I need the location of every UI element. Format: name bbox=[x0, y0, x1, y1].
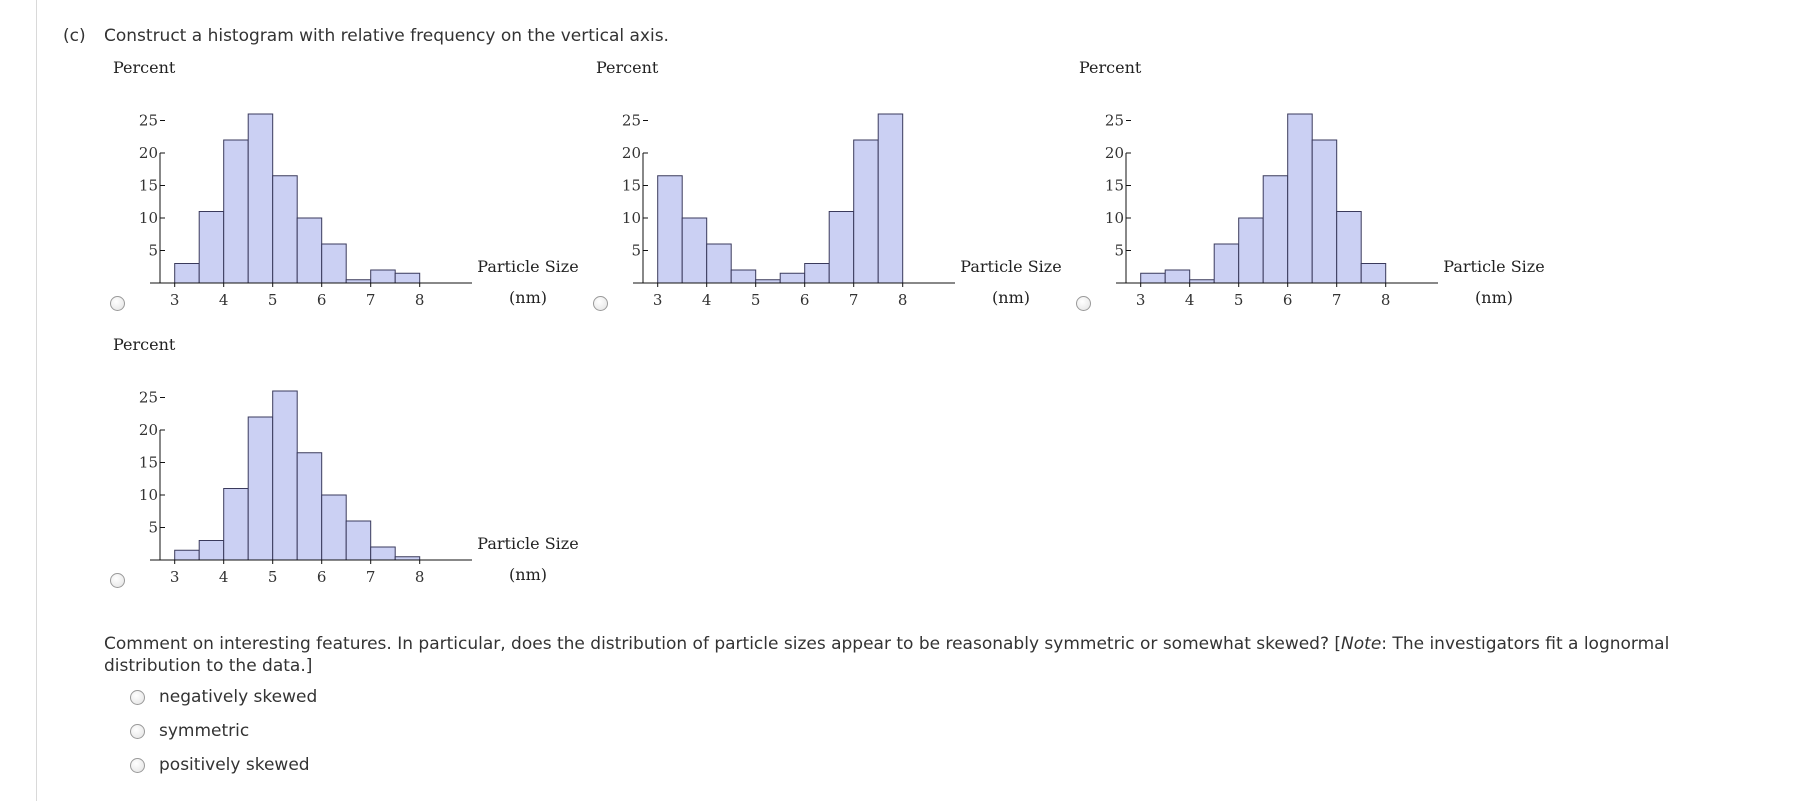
skew-options bbox=[130, 683, 317, 785]
histogram-1-ytick-label: 15 bbox=[138, 176, 158, 195]
histogram-option-2 bbox=[583, 58, 1063, 309]
histogram-3-ytick-label: 15 bbox=[1104, 176, 1124, 195]
histogram-1-ytick-label: 10 bbox=[138, 209, 158, 227]
histogram-2-xtick-label: 8 bbox=[897, 291, 908, 309]
comment-question bbox=[104, 633, 1764, 677]
histogram-2-ytick-label: 10 bbox=[621, 209, 641, 227]
histogram-2-bar bbox=[805, 264, 830, 284]
histogram-3-bar bbox=[1165, 270, 1190, 283]
histogram-2-bar bbox=[658, 176, 683, 283]
histogram-4-xtick-label: 4 bbox=[218, 568, 229, 586]
radio-symmetric[interactable] bbox=[130, 724, 145, 739]
histogram-1-bar bbox=[322, 244, 347, 283]
histogram-1-xlabel-line2: (nm) bbox=[509, 288, 547, 307]
histogram-3-ylabel: Percent bbox=[1079, 58, 1142, 77]
option-positively-skewed[interactable] bbox=[130, 751, 317, 785]
histogram-1-bar bbox=[224, 140, 249, 283]
histogram-1-ylabel: Percent bbox=[113, 58, 176, 77]
histogram-3-bar bbox=[1361, 264, 1386, 284]
histogram-3-bar bbox=[1239, 218, 1264, 283]
histogram-3-ytick-label: 10 bbox=[1104, 209, 1124, 227]
histogram-3-bar bbox=[1312, 140, 1337, 283]
histogram-4-ytick-label: 25 bbox=[138, 388, 158, 407]
histogram-1-bar bbox=[199, 212, 224, 284]
histogram-4-xtick-label: 7 bbox=[365, 568, 376, 586]
histogram-1-ytick-label: 25 bbox=[138, 111, 158, 130]
histogram-4-ytick-label: 15 bbox=[138, 453, 158, 472]
histogram-1-xtick-label: 3 bbox=[169, 291, 180, 309]
part-label: (c) bbox=[63, 26, 86, 46]
histogram-4-bar bbox=[175, 550, 200, 560]
histogram-3-bar bbox=[1263, 176, 1288, 283]
histogram-2-bar bbox=[780, 273, 805, 283]
radio-positively-skewed[interactable] bbox=[130, 758, 145, 773]
histogram-4-xlabel-line1: Particle Size bbox=[477, 534, 579, 553]
histogram-2-bar bbox=[731, 270, 756, 283]
histogram-3-ytick-label: 20 bbox=[1104, 144, 1124, 162]
histogram-4-radio[interactable] bbox=[110, 573, 125, 588]
histogram-1-xtick-label: 7 bbox=[365, 291, 376, 309]
histogram-2-xtick-label: 5 bbox=[750, 291, 761, 309]
histogram-4-ytick-label: 5 bbox=[148, 518, 158, 537]
histogram-option-4 bbox=[100, 335, 580, 586]
histogram-3-xtick-label: 6 bbox=[1282, 291, 1293, 309]
comment-note-word: Note bbox=[1341, 634, 1382, 654]
histogram-1-bar bbox=[395, 273, 420, 283]
histogram-2-ytick-label: 15 bbox=[621, 176, 641, 195]
label-symmetric: symmetric bbox=[159, 721, 250, 741]
histogram-4-xtick-label: 6 bbox=[316, 568, 327, 586]
histogram-4-bar bbox=[297, 453, 322, 560]
histogram-2-xlabel-line2: (nm) bbox=[992, 288, 1030, 307]
histogram-1-svg bbox=[100, 58, 580, 309]
histogram-2-bar bbox=[829, 212, 854, 284]
histogram-4-xtick-label: 3 bbox=[169, 568, 180, 586]
histogram-3-xlabel-line2: (nm) bbox=[1475, 288, 1513, 307]
histogram-2-xtick-label: 4 bbox=[701, 291, 712, 309]
histogram-4-xtick-label: 5 bbox=[267, 568, 278, 586]
histogram-1-bar bbox=[175, 264, 200, 284]
histogram-2-xtick-label: 7 bbox=[848, 291, 859, 309]
histogram-4-bar bbox=[224, 489, 249, 561]
histogram-1-bar bbox=[248, 114, 273, 283]
question-prompt: Construct a histogram with relative frequency on the vertical axis. bbox=[104, 26, 669, 46]
histogram-1-ytick-label: 20 bbox=[138, 144, 158, 162]
histogram-2-radio[interactable] bbox=[593, 296, 608, 311]
histogram-2-ytick-label: 25 bbox=[621, 111, 641, 130]
histogram-4-ylabel: Percent bbox=[113, 335, 176, 354]
histogram-4-svg bbox=[100, 335, 580, 586]
comment-text-after: : The investigators fit a lognormal distribution to the data.] bbox=[104, 634, 1670, 676]
histogram-2-svg bbox=[583, 58, 1063, 309]
histogram-3-xtick-label: 8 bbox=[1380, 291, 1391, 309]
histogram-4-bar bbox=[199, 541, 224, 561]
histogram-1-xlabel-line1: Particle Size bbox=[477, 257, 579, 276]
histogram-1-xtick-label: 4 bbox=[218, 291, 229, 309]
histogram-2-bar bbox=[707, 244, 732, 283]
histogram-3-xtick-label: 4 bbox=[1184, 291, 1195, 309]
histogram-3-xtick-label: 3 bbox=[1135, 291, 1146, 309]
histogram-1-ytick-label: 5 bbox=[148, 241, 158, 260]
histogram-1-xtick-label: 6 bbox=[316, 291, 327, 309]
histogram-3-xtick-label: 7 bbox=[1331, 291, 1342, 309]
histogram-2-bar bbox=[682, 218, 707, 283]
histogram-2-xtick-label: 6 bbox=[799, 291, 810, 309]
histogram-2-ytick-label: 20 bbox=[621, 144, 641, 162]
histogram-3-bar bbox=[1214, 244, 1239, 283]
histogram-1-bar bbox=[273, 176, 298, 283]
histogram-2-xtick-label: 3 bbox=[652, 291, 663, 309]
histogram-3-xlabel-line1: Particle Size bbox=[1443, 257, 1545, 276]
histogram-2-xlabel-line1: Particle Size bbox=[960, 257, 1062, 276]
histogram-2-bar bbox=[854, 140, 879, 283]
histogram-1-xtick-label: 8 bbox=[414, 291, 425, 309]
histogram-3-radio[interactable] bbox=[1076, 296, 1091, 311]
histogram-2-ytick-label: 5 bbox=[631, 241, 641, 260]
histogram-4-bar bbox=[273, 391, 298, 560]
option-symmetric[interactable] bbox=[130, 717, 317, 751]
histogram-1-bar bbox=[371, 270, 396, 283]
comment-text-before: Comment on interesting features. In particular, does the distribution of particle sizes appear to be reasonably symmetric or somewhat skewed? [ bbox=[104, 634, 1342, 654]
histogram-3-bar bbox=[1288, 114, 1313, 283]
left-border bbox=[36, 0, 37, 801]
histogram-1-xtick-label: 5 bbox=[267, 291, 278, 309]
histogram-3-bar bbox=[1141, 273, 1166, 283]
histogram-4-ytick-label: 10 bbox=[138, 486, 158, 504]
option-negatively-skewed[interactable] bbox=[130, 683, 317, 717]
radio-negatively-skewed[interactable] bbox=[130, 690, 145, 705]
histogram-3-ytick-label: 5 bbox=[1114, 241, 1124, 260]
histogram-4-xlabel-line2: (nm) bbox=[509, 565, 547, 584]
histogram-4-bar bbox=[322, 495, 347, 560]
label-positively-skewed: positively skewed bbox=[159, 755, 310, 775]
histogram-3-svg bbox=[1066, 58, 1546, 309]
label-negatively-skewed: negatively skewed bbox=[159, 687, 318, 707]
histogram-3-bar bbox=[1337, 212, 1362, 284]
histogram-option-3 bbox=[1066, 58, 1546, 309]
histogram-4-ytick-label: 20 bbox=[138, 421, 158, 439]
histogram-option-1 bbox=[100, 58, 580, 309]
histogram-4-xtick-label: 8 bbox=[414, 568, 425, 586]
histogram-1-radio[interactable] bbox=[110, 296, 125, 311]
histogram-2-bar bbox=[878, 114, 903, 283]
histogram-4-bar bbox=[346, 521, 371, 560]
histogram-4-bar bbox=[248, 417, 273, 560]
histogram-2-ylabel: Percent bbox=[596, 58, 659, 77]
histogram-3-ytick-label: 25 bbox=[1104, 111, 1124, 130]
histogram-3-xtick-label: 5 bbox=[1233, 291, 1244, 309]
histogram-1-bar bbox=[297, 218, 322, 283]
histogram-4-bar bbox=[371, 547, 396, 560]
